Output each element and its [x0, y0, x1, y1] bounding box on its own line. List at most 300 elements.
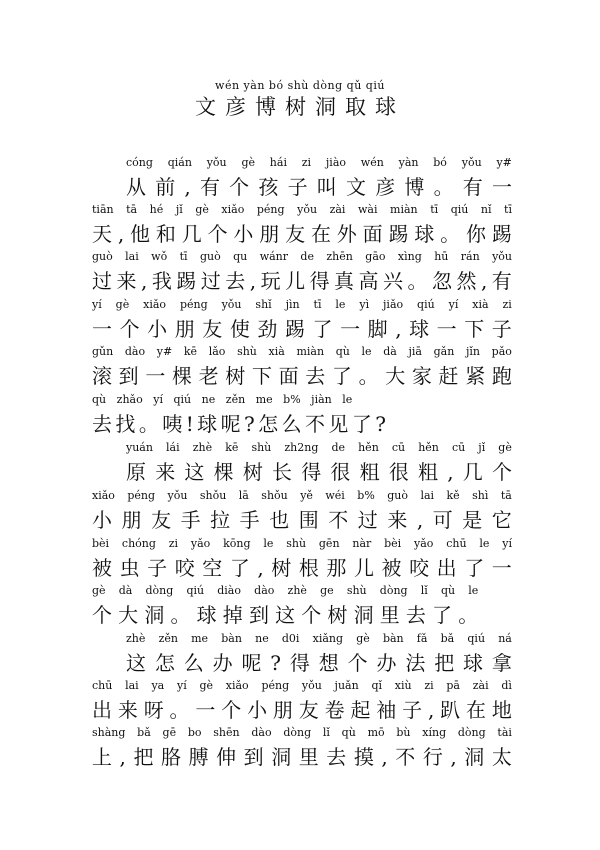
pinyin-syllable: diào — [217, 584, 241, 597]
pinyin-syllable: tī — [504, 203, 512, 216]
hanzi-char: , — [480, 269, 488, 293]
hanzi-char: 大 — [385, 364, 406, 388]
hanzi-char: 它 — [491, 508, 512, 532]
pinyin-syllable: shì — [472, 489, 489, 502]
hanzi-char: 子 — [147, 556, 168, 580]
hanzi-char: 赶 — [438, 364, 459, 388]
pinyin-syllable: zài — [472, 679, 489, 692]
line-pinyin — [126, 155, 512, 171]
pinyin-syllable: jǐ — [175, 203, 183, 216]
pinyin-syllable: le — [263, 537, 274, 550]
pinyin-syllable: shù — [286, 537, 307, 550]
hanzi-char: 然 — [456, 269, 477, 293]
hanzi-char: 拿 — [491, 651, 512, 675]
pinyin-syllable: hěn — [418, 441, 439, 454]
pinyin-syllable: dà — [118, 584, 133, 597]
pinyin-syllable: fǎ — [416, 632, 428, 645]
hanzi-char: ? — [375, 412, 386, 436]
hanzi-char: 球 — [197, 412, 218, 436]
pinyin-syllable: qiú — [417, 298, 435, 311]
pinyin-syllable: gāo — [365, 250, 386, 263]
hanzi-char: 想 — [318, 651, 339, 675]
pinyin-syllable: yí — [92, 298, 102, 311]
pinyin-syllable: xià — [268, 345, 285, 358]
pinyin-syllable: qù — [335, 345, 350, 358]
hanzi-char: 找 — [115, 412, 136, 436]
hanzi-char: 法 — [405, 651, 426, 675]
line-pinyin — [92, 536, 512, 552]
pinyin-syllable: shàng — [92, 726, 126, 739]
hanzi-char: 他 — [130, 222, 151, 246]
pinyin-syllable: lai — [125, 679, 139, 692]
pinyin-syllable: chū — [446, 537, 467, 550]
pinyin-syllable: chóng — [121, 537, 156, 550]
hanzi-char: 到 — [248, 603, 269, 627]
pinyin-syllable: dì — [501, 679, 512, 692]
pinyin-syllable: xíng — [422, 726, 447, 739]
hanzi-char: 到 — [243, 745, 264, 769]
pinyin-syllable: xiù — [394, 679, 412, 692]
pinyin-syllable: bǎ — [440, 632, 455, 645]
hanzi-char: 几 — [181, 222, 202, 246]
hanzi-char: 个 — [221, 698, 242, 722]
hanzi-char: 天 — [92, 222, 112, 246]
hanzi-char: 友 — [298, 698, 319, 722]
hanzi-char: 在 — [310, 222, 331, 246]
hanzi-char: 办 — [212, 651, 233, 675]
pinyin-syllable: xià — [472, 298, 489, 311]
text-line — [92, 392, 512, 440]
pinyin-syllable: le — [361, 345, 372, 358]
pinyin-syllable: yǎo — [414, 537, 434, 550]
line-hanzi — [92, 554, 512, 582]
hanzi-char: 叫 — [316, 175, 337, 199]
pinyin-syllable: bó — [433, 156, 447, 169]
hanzi-char: 洞 — [353, 603, 374, 627]
pinyin-syllable: jìn — [285, 298, 300, 311]
hanzi-char: 老 — [198, 364, 219, 388]
line-pinyin — [92, 202, 512, 218]
pinyin-syllable: péng — [256, 203, 285, 216]
hanzi-char: , — [184, 175, 191, 199]
text-line — [92, 488, 512, 536]
pinyin-syllable: kōng — [223, 537, 251, 550]
hanzi-char: ! — [185, 412, 194, 436]
pinyin-syllable: jǐ — [478, 441, 486, 454]
pinyin-syllable: pǎo — [491, 345, 512, 358]
hanzi-char: 踢 — [176, 269, 197, 293]
pinyin-syllable: nǐ — [480, 203, 492, 216]
pinyin-syllable: yí — [153, 393, 163, 406]
hanzi-char: 洞 — [144, 603, 165, 627]
pinyin-syllable: qiú — [467, 632, 486, 645]
pinyin-syllable: zhè — [287, 584, 307, 597]
line-hanzi — [126, 173, 512, 201]
hanzi-char: 去 — [326, 745, 347, 769]
hanzi-char: 得 — [289, 651, 310, 675]
hanzi-char: 呢 — [220, 412, 241, 436]
hanzi-char: 下 — [251, 364, 272, 388]
pinyin-syllable: zhè — [126, 632, 146, 645]
line-hanzi — [92, 362, 512, 390]
hanzi-char: 家 — [411, 364, 432, 388]
pinyin-syllable: yǒu — [461, 156, 482, 169]
pinyin-syllable: lǐ — [420, 584, 428, 597]
pinyin-syllable: miàn — [296, 345, 325, 358]
pinyin-syllable: lai — [125, 250, 139, 263]
hanzi-char: 摸 — [353, 745, 374, 769]
pinyin-syllable: tī — [430, 203, 439, 216]
pinyin-syllable: d0i — [281, 632, 300, 645]
hanzi-char: 手 — [239, 508, 260, 532]
hanzi-char: 不 — [328, 508, 349, 532]
hanzi-char: 胳 — [161, 745, 181, 769]
line-hanzi — [92, 220, 512, 248]
hanzi-char: 一 — [92, 317, 112, 341]
line-hanzi — [92, 410, 386, 438]
hanzi-char: , — [395, 317, 402, 341]
pinyin-syllable: gēn — [318, 537, 340, 550]
pinyin-syllable: nàr — [352, 537, 372, 550]
pinyin-syllable: qù — [341, 726, 356, 739]
hanzi-char: 来 — [155, 460, 176, 484]
text-line — [126, 155, 512, 203]
pinyin-syllable: gè — [498, 441, 512, 454]
pinyin-syllable: shǒu — [199, 489, 227, 502]
hanzi-char: ? — [244, 412, 255, 436]
pinyin-syllable: lā — [238, 489, 249, 502]
hanzi-char: 外 — [336, 222, 357, 246]
hanzi-char: 过 — [200, 269, 221, 293]
hanzi-char: 踢 — [284, 317, 305, 341]
hanzi-char: 儿 — [353, 556, 374, 580]
pinyin-syllable: xiǎo — [225, 679, 249, 692]
pinyin-syllable: lǎo — [208, 345, 226, 358]
hanzi-char: , — [381, 745, 388, 769]
hanzi-char: 来 — [116, 269, 137, 293]
hanzi-char: 劲 — [257, 317, 278, 341]
hanzi-char: 怎 — [258, 412, 279, 436]
hanzi-char: 长 — [272, 460, 293, 484]
hanzi-char: 。 — [407, 269, 428, 293]
line-pinyin — [92, 392, 352, 408]
pinyin-syllable: gè — [115, 298, 130, 311]
text-line — [126, 440, 512, 488]
hanzi-char: 。 — [170, 603, 191, 627]
hanzi-char: 洞 — [271, 745, 292, 769]
line-hanzi — [92, 506, 512, 534]
pinyin-syllable: jiào — [325, 156, 346, 169]
line-hanzi — [126, 649, 512, 677]
hanzi-char: 球 — [409, 317, 430, 341]
pinyin-syllable: xiǎng — [312, 632, 344, 645]
pinyin-syllable: lai — [420, 489, 435, 502]
hanzi-char: 上 — [92, 745, 112, 769]
hanzi-char: 那 — [326, 556, 347, 580]
hanzi-char: 一 — [492, 175, 512, 199]
hanzi-char: 树 — [242, 460, 263, 484]
hanzi-char: 树 — [327, 603, 348, 627]
pinyin-syllable: bo — [187, 726, 202, 739]
pinyin-syllable: hé — [149, 203, 164, 216]
hanzi-char: 来 — [117, 698, 138, 722]
pinyin-syllable: xiǎo — [92, 489, 115, 502]
pinyin-syllable: gè — [356, 632, 370, 645]
hanzi-char: , — [140, 269, 148, 293]
pinyin-syllable: yǒu — [492, 250, 512, 263]
hanzi-char: 也 — [269, 508, 290, 532]
hanzi-char: 博 — [404, 175, 425, 199]
hanzi-char: 友 — [285, 222, 306, 246]
hanzi-char: 。 — [138, 412, 159, 436]
title-pinyin: wén yàn bó shù dòng qǔ qiú — [215, 79, 385, 92]
pinyin-syllable: shù — [237, 345, 257, 358]
hanzi-char: 彦 — [375, 175, 396, 199]
hanzi-char: 洞 — [464, 745, 485, 769]
hanzi-char: , — [257, 556, 264, 580]
hanzi-char: 滚 — [92, 364, 112, 388]
pinyin-syllable: zhēn — [326, 250, 353, 263]
hanzi-char: 面 — [278, 364, 299, 388]
hanzi-char: 过 — [357, 508, 378, 532]
hanzi-char: 办 — [376, 651, 397, 675]
hanzi-char: 和 — [155, 222, 176, 246]
text-line — [92, 678, 512, 726]
pinyin-syllable: tā — [500, 489, 512, 502]
hanzi-char: 子 — [491, 317, 512, 341]
pinyin-syllable: wánr — [259, 250, 289, 263]
hanzi-char: 从 — [126, 175, 146, 199]
hanzi-char: 了 — [351, 412, 372, 436]
hanzi-char: 朋 — [259, 222, 280, 246]
hanzi-char: 在 — [466, 698, 487, 722]
pinyin-syllable: qiú — [450, 203, 469, 216]
hanzi-char: 了 — [312, 317, 333, 341]
pinyin-syllable: kē — [225, 441, 239, 454]
hanzi-char: 空 — [202, 556, 223, 580]
pinyin-syllable: dào — [251, 726, 272, 739]
hanzi-char: 棵 — [171, 364, 192, 388]
pinyin-syllable: bèi — [384, 537, 402, 550]
pinyin-syllable: yí — [448, 298, 459, 311]
hanzi-char: 朋 — [121, 508, 142, 532]
pinyin-syllable: zhǎo — [116, 393, 143, 406]
hanzi-char: 儿 — [285, 269, 306, 293]
pinyin-syllable: dào — [124, 345, 146, 358]
pinyin-syllable: yě — [300, 489, 313, 502]
hanzi-char: 呢 — [241, 651, 262, 675]
hanzi-char: 太 — [491, 745, 512, 769]
hanzi-char: 这 — [126, 651, 146, 675]
pinyin-syllable: xiǎo — [143, 298, 167, 311]
hanzi-char: 卷 — [324, 698, 345, 722]
line-pinyin — [126, 631, 512, 647]
hanzi-char: 友 — [202, 317, 223, 341]
hanzi-char: 个 — [92, 603, 112, 627]
pinyin-syllable: tī — [313, 298, 322, 311]
text-line — [92, 297, 512, 345]
pinyin-syllable: qu — [233, 250, 248, 263]
hanzi-char: 伸 — [216, 745, 237, 769]
hanzi-char: 么 — [183, 651, 204, 675]
pinyin-syllable: xiǎo — [221, 203, 245, 216]
hanzi-char: 一 — [436, 317, 457, 341]
hanzi-char: 真 — [334, 269, 355, 293]
hanzi-char: , — [416, 508, 424, 532]
pinyin-syllable: ne — [201, 393, 216, 406]
text-line — [92, 202, 512, 250]
hanzi-char: 这 — [275, 603, 296, 627]
pinyin-syllable: gè — [92, 584, 106, 597]
hanzi-char: 文 — [345, 175, 366, 199]
pinyin-syllable: yàn — [398, 156, 419, 169]
pinyin-syllable: rán — [460, 250, 480, 263]
hanzi-char: 来 — [387, 508, 408, 532]
pinyin-syllable: gǔn — [92, 345, 114, 358]
pinyin-syllable: dòng — [457, 726, 486, 739]
pinyin-syllable: yí — [502, 537, 512, 550]
hanzi-char: 。 — [358, 364, 379, 388]
hanzi-char: 个 — [207, 222, 228, 246]
pinyin-syllable: yí — [176, 679, 187, 692]
pinyin-syllable: zhè — [192, 441, 213, 454]
pinyin-syllable: cū — [391, 441, 406, 454]
pinyin-syllable: ná — [498, 632, 512, 645]
pinyin-syllable: yǒu — [221, 298, 242, 311]
pinyin-syllable: hū — [434, 250, 449, 263]
hanzi-char: 拉 — [210, 508, 231, 532]
pinyin-syllable: qiú — [173, 393, 192, 406]
story-title — [0, 78, 600, 120]
hanzi-char: 球 — [463, 651, 484, 675]
pinyin-syllable: shǒu — [261, 489, 288, 502]
hanzi-char: 这 — [184, 460, 205, 484]
hanzi-char: 么 — [281, 412, 302, 436]
hanzi-char: 子 — [287, 175, 308, 199]
hanzi-char: 树 — [271, 556, 292, 580]
pinyin-syllable: yuán — [126, 441, 153, 454]
pinyin-syllable: shù — [346, 584, 367, 597]
pinyin-syllable: yǒu — [206, 156, 227, 169]
hanzi-char: 朋 — [174, 317, 195, 341]
pinyin-syllable: de — [331, 441, 346, 454]
pinyin-syllable: qǐ — [371, 679, 382, 692]
pinyin-syllable: cóng — [126, 156, 153, 169]
hanzi-char: 玩 — [260, 269, 281, 293]
hanzi-char: 出 — [436, 556, 457, 580]
pinyin-syllable: tā — [126, 203, 138, 216]
pinyin-syllable: yì — [359, 298, 370, 311]
pinyin-syllable: cū — [451, 441, 466, 454]
hanzi-char: 前 — [155, 175, 176, 199]
pinyin-syllable: péng — [261, 679, 290, 692]
line-hanzi — [92, 743, 512, 771]
pinyin-syllable: yǎo — [190, 537, 211, 550]
hanzi-char: 手 — [180, 508, 201, 532]
hanzi-char: 很 — [330, 460, 351, 484]
pinyin-syllable: guò — [92, 250, 113, 263]
pinyin-syllable: lǐ — [322, 726, 330, 739]
hanzi-char: 了 — [432, 603, 453, 627]
hanzi-char: 个 — [229, 175, 250, 199]
pinyin-syllable: bèi — [92, 537, 110, 550]
pinyin-syllable: yǒu — [167, 489, 188, 502]
hanzi-char: 孩 — [258, 175, 279, 199]
pinyin-syllable: me — [191, 632, 209, 645]
pinyin-syllable: wén — [360, 156, 384, 169]
text-line — [92, 536, 512, 584]
hanzi-char: , — [450, 745, 457, 769]
pinyin-syllable: xìng — [397, 250, 422, 263]
pinyin-syllable: bàn — [382, 632, 404, 645]
pinyin-syllable: ya — [151, 679, 165, 692]
pinyin-syllable: qián — [167, 156, 192, 169]
hanzi-char: 行 — [422, 745, 443, 769]
hanzi-char: 不 — [305, 412, 325, 436]
hanzi-char: 球 — [196, 603, 217, 627]
pinyin-syllable: le — [342, 393, 353, 406]
pinyin-syllable: le — [335, 298, 346, 311]
hanzi-char: 使 — [229, 317, 250, 341]
hanzi-char: 子 — [402, 698, 423, 722]
pinyin-syllable: gè — [199, 679, 214, 692]
pinyin-syllable: dòng — [283, 726, 312, 739]
hanzi-char: 粗 — [418, 460, 439, 484]
text-line — [126, 631, 512, 679]
pinyin-syllable: zi — [502, 298, 512, 311]
hanzi-char: 里 — [298, 745, 319, 769]
pinyin-syllable: yǒu — [301, 679, 322, 692]
pinyin-syllable: gè — [241, 156, 255, 169]
pinyin-syllable: chū — [92, 679, 113, 692]
pinyin-syllable: y# — [156, 345, 173, 358]
hanzi-char: 呀 — [143, 698, 164, 722]
hanzi-char: 去 — [225, 269, 246, 293]
pinyin-syllable: lái — [166, 441, 180, 454]
pinyin-syllable: dào — [254, 584, 275, 597]
hanzi-char: 踢 — [388, 222, 409, 246]
pinyin-syllable: shēn — [213, 726, 240, 739]
hanzi-char: ? — [270, 651, 282, 675]
pinyin-syllable: zěn — [225, 393, 246, 406]
hanzi-char: 小 — [92, 508, 112, 532]
hanzi-char: 膊 — [188, 745, 209, 769]
hanzi-char: 把 — [434, 651, 455, 675]
pinyin-syllable: zi — [424, 679, 434, 692]
hanzi-char: 去 — [92, 412, 112, 436]
hanzi-char: 面 — [362, 222, 383, 246]
hanzi-char: 过 — [92, 269, 112, 293]
pinyin-syllable: shù — [251, 441, 272, 454]
pinyin-syllable: ge — [320, 584, 334, 597]
hanzi-char: 忽 — [431, 269, 452, 293]
pinyin-syllable: gē — [162, 726, 177, 739]
line-hanzi — [92, 267, 512, 295]
hanzi-char: 一 — [491, 556, 512, 580]
line-hanzi — [92, 601, 478, 629]
pinyin-syllable: jiàn — [311, 393, 332, 406]
text-line — [92, 583, 512, 631]
pinyin-syllable: miàn — [390, 203, 418, 216]
pinyin-syllable: tī — [179, 250, 188, 263]
pinyin-syllable: hái — [269, 156, 287, 169]
hanzi-char: 了 — [331, 364, 352, 388]
hanzi-char: 一 — [145, 364, 166, 388]
hanzi-char: 兴 — [383, 269, 404, 293]
pinyin-syllable: qiú — [186, 584, 205, 597]
pinyin-syllable: bǎ — [137, 726, 151, 739]
hanzi-char: 下 — [464, 317, 485, 341]
